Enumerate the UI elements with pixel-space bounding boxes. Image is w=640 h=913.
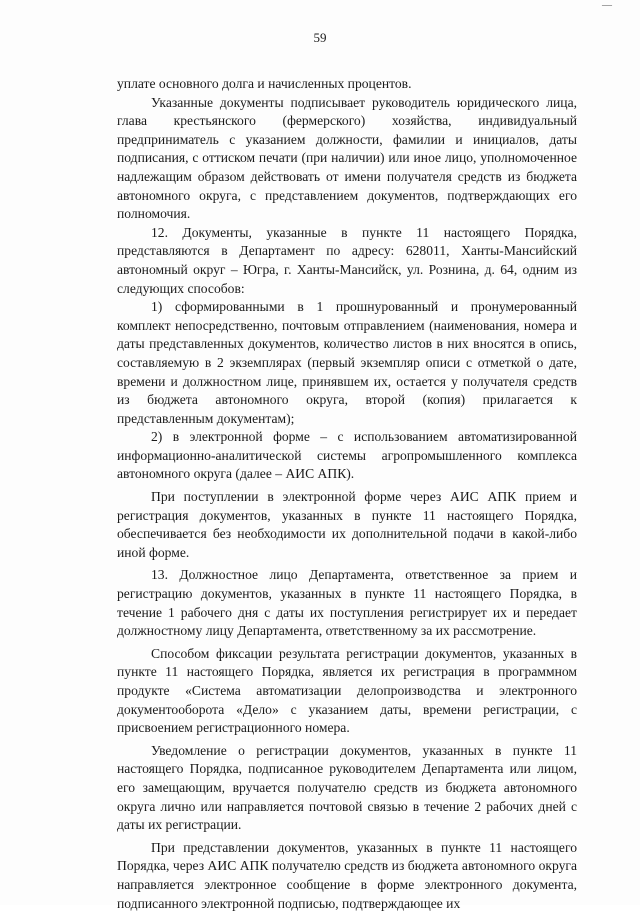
paragraph-clause-12: 12. Документы, указанные в пункте 11 настоящего Порядка, представляются в Департамент по адресу: 628011, Ханты-Мансийский автономный округ – Югра, г. Ханты-Мансийск, ул. Рознина, д. 64, одним из следующих способов: xyxy=(117,224,577,296)
paragraph-method-2: 2) в электронной форме – с использованием автоматизированной информационно-аналитической системы агропромышленного комплекса автономного округа (далее – АИС АПК). xyxy=(117,429,577,482)
paragraph-clause-13: 13. Должностное лицо Департамента, ответственное за прием и регистрацию документов, указанных в пункте 11 настоящего Порядка, в течение 1 рабочего дня с даты их поступления регистрирует их и передает должностному лицу Департамента, ответственному за их рассмотрение. xyxy=(117,567,577,639)
document-body xyxy=(117,75,577,913)
paragraph-registration-notice: Уведомление о регистрации документов, указанных в пункте 11 настоящего Порядка, подписанное руководителем Департамента или лицом, его замещающим, вручается получателю средств из бюджета автономного округа лично или направляется почтовой связью в течение 2 рабочих дней с даты их регистрации. xyxy=(117,742,577,833)
corner-mark: — xyxy=(602,0,612,11)
page-number: 59 xyxy=(313,30,327,45)
paragraph-registration-method: Способом фиксации результата регистрации документов, указанных в пункте 11 настоящего Порядка, является их регистрация в программном продукте «Система автоматизации делопроизводства и электронного документооборота «Дело» с указанием даты, времени регистрации, с присвоением регистрационного номера. xyxy=(117,645,577,736)
paragraph-signatory: Указанные документы подписывает руководитель юридического лица, глава крестьянского (фермерского) хозяйства, индивидуальный предприниматель с указанием должности, фамилии и инициалов, даты подписания, с оттиском печати (при наличии) или иное лицо, уполномоченное надлежащим образом действовать от имени получателя средств из бюджета автономного округа, с представлением документов, подтверждающих его полномочия. xyxy=(117,94,577,222)
paragraph-continuation: уплате основного долга и начисленных процентов. xyxy=(117,76,412,91)
paragraph-electronic-confirmation: При представлении документов, указанных в пункте 11 настоящего Порядка, через АИС АПК получателю средств из бюджета автономного округа направляется электронное сообщение в форме электронного документа, подписанного электронной подписью, подтверждающее их xyxy=(117,839,577,911)
paragraph-method-1: 1) сформированными в 1 прошнурованный и пронумерованный комплект непосредственно, почтовым отправлением (наименования, номера и даты представленных документов, количество листов в них вносятся в опись, составляемую в 2 экземплярах (первый экземпляр описи с отметкой о дате, времени и должностном лице, принявшем их, остается у получателя средств из бюджета автономного округа, второй (копия) прилагается к представленным документам); xyxy=(117,299,577,426)
paragraph-electronic-receipt: При поступлении в электронной форме через АИС АПК прием и регистрация документов, указанных в пункте 11 настоящего Порядка, обеспечивается без необходимости их дополнительной подачи в какой-либо иной форме. xyxy=(117,489,577,560)
